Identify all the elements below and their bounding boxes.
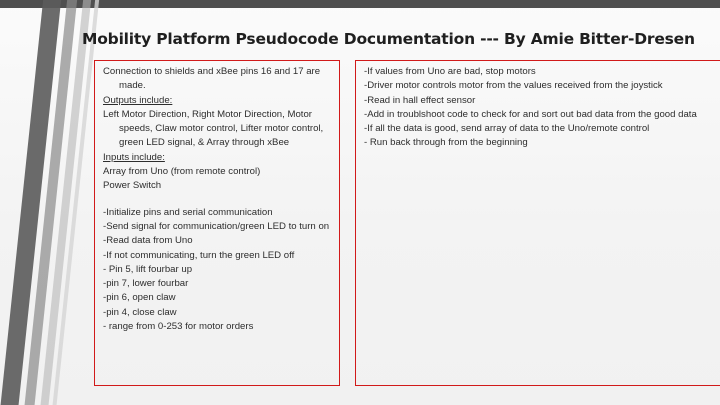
step-line: -If all the data is good, send array of data to the Uno/remote control — [364, 123, 650, 135]
right-text-box[interactable] — [355, 60, 720, 386]
step-line: -Read data from Uno — [103, 235, 193, 247]
connection-text: Connection to shields and xBee pins 16 and 17 are made. — [103, 66, 321, 92]
outputs-text: Left Motor Direction, Right Motor Direction, Motor speeds, Claw motor control, Lifter motor control, green LED signal, & Array through xBee — [103, 108, 324, 149]
step-line: - range from 0-253 for motor orders — [103, 321, 254, 333]
step-line: -Read in hall effect sensor — [364, 94, 476, 106]
step-line: -pin 6, open claw — [103, 292, 176, 304]
input-line: Power Switch — [103, 180, 162, 192]
step-line: -If values from Uno are bad, stop motors — [364, 66, 536, 77]
input-line: Array from Uno (from remote control) — [103, 166, 261, 178]
slide-title: Mobility Platform Pseudocode Documentation --- By Amie Bitter-Dresen — [82, 30, 695, 48]
step-line: -Add in troublshoot code to check for and sort out bad data from the good data — [364, 108, 697, 120]
step-line: -If not communicating, turn the green LED off — [103, 249, 295, 261]
step-line: -Driver motor controls motor from the values received from the joystick — [364, 80, 663, 92]
step-line: -pin 7, lower fourbar — [103, 278, 189, 290]
step-line: -Send signal for communication/green LED to turn on — [103, 220, 330, 232]
left-text-box[interactable] — [94, 60, 340, 386]
step-line: -pin 4, close claw — [103, 306, 177, 318]
step-line: - Run back through from the beginning — [364, 137, 528, 149]
step-line: - Pin 5, lift fourbar up — [103, 263, 193, 275]
spacer — [103, 194, 331, 206]
inputs-heading: Inputs include: — [103, 151, 165, 163]
outputs-heading: Outputs include: — [103, 94, 173, 106]
step-line: -Initialize pins and serial communication — [103, 206, 273, 218]
